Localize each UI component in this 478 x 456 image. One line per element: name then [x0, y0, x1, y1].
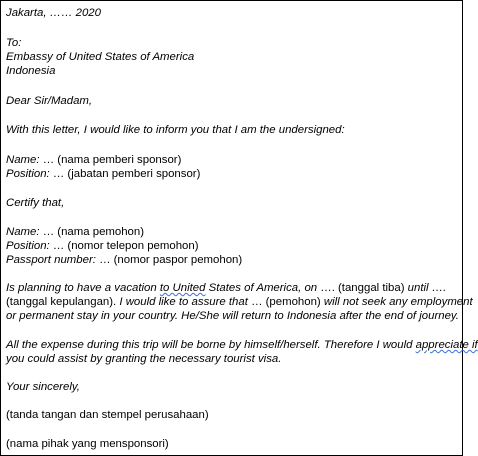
applicant-name-label: Name:: [6, 226, 40, 238]
to-label: To:: [6, 37, 22, 49]
sponsor-name-value: … (nama pemberi sponsor): [39, 154, 182, 166]
expense-text: All the expense during this trip will be borne by himself/herself. Therefore I would: [6, 339, 416, 351]
applicant-position-label: Position:: [6, 240, 50, 252]
plan-line-1: [6, 281, 446, 295]
salutation: Dear Sir/Madam,: [6, 95, 93, 107]
sponsor-position-line: [6, 167, 200, 181]
sponsor-name-label: Name:: [6, 154, 40, 166]
expense-line-2: you could assist by granting the necessary tourist visa.: [6, 353, 282, 365]
certify-line: Certify that,: [6, 197, 65, 209]
applicant-position-value: … (nomor telepon pemohon): [49, 240, 199, 252]
plan-line-3: or permanent stay in your country. He/She will return to Indonesia after the end of journey.: [6, 310, 459, 322]
return-date-placeholder: (tanggal kepulangan).: [6, 296, 117, 308]
spellcheck-underline-appreciate: appreciate if: [415, 339, 478, 351]
place-date: Jakarta, …… 2020: [6, 7, 101, 19]
applicant-passport-label: Passport number:: [6, 254, 96, 266]
spellcheck-underline-to-united: to United: [159, 282, 206, 294]
sponsor-position-value: … (jabatan pemberi sponsor): [49, 168, 201, 180]
plan-text: until ….: [404, 282, 447, 294]
plan-text: I would like to assure that: [116, 296, 252, 308]
closing: Your sincerely,: [6, 381, 80, 393]
recipient-country: Indonesia: [6, 65, 56, 77]
plan-text: will not seek any employment: [320, 296, 473, 308]
plan-text: Is planning to have a vacation: [6, 282, 160, 294]
applicant-name-line: [6, 225, 144, 239]
recipient: Embassy of United States of America: [6, 51, 195, 63]
plan-text: States of America, on: [205, 282, 321, 294]
signature-note: (tanda tangan dan stempel perusahaan): [6, 409, 209, 421]
applicant-position-line: [6, 239, 199, 253]
intro-paragraph: With this letter, I would like to inform you that I am the undersigned:: [6, 124, 345, 136]
plan-line-2: [6, 295, 473, 309]
arrival-date-placeholder: …. (tanggal tiba): [320, 282, 405, 294]
sponsor-name-note: (nama pihak yang mensponsori): [6, 438, 169, 450]
applicant-passport-line: [6, 253, 242, 267]
expense-line-1: [6, 338, 478, 352]
applicant-placeholder: … (pemohon): [251, 296, 321, 308]
applicant-name-value: … (nama pemohon): [39, 226, 145, 238]
sponsor-position-label: Position:: [6, 168, 50, 180]
sponsor-name-line: [6, 153, 181, 167]
applicant-passport-value: … (nomor paspor pemohon): [95, 254, 243, 266]
